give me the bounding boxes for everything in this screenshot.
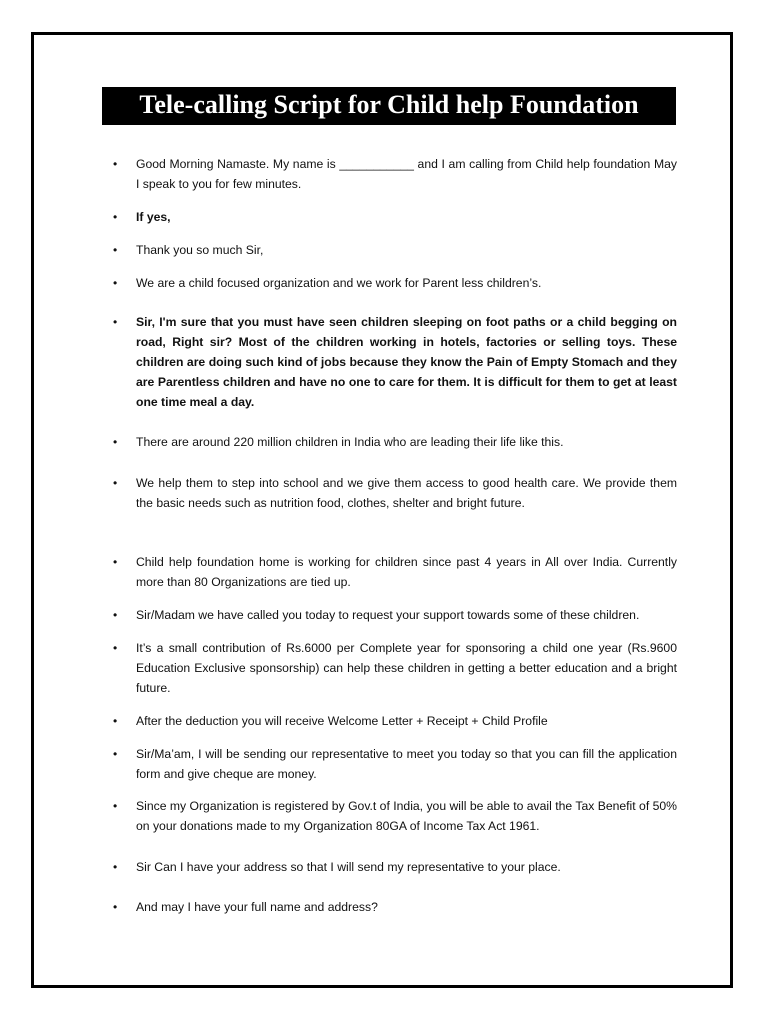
bullet-icon: • <box>113 157 118 171</box>
list-item <box>113 432 677 452</box>
list-item-text: And may I have your full name and address? <box>136 900 378 914</box>
document-title: Tele-calling Script for Child help Foundation <box>102 87 676 123</box>
bullet-icon: • <box>113 641 118 655</box>
bullet-icon: • <box>113 315 118 329</box>
bullet-icon: • <box>113 747 118 761</box>
bullet-icon: • <box>113 714 118 728</box>
list-item <box>113 857 677 877</box>
bullet-icon: • <box>113 435 118 449</box>
list-item <box>113 207 677 227</box>
list-item <box>113 711 677 731</box>
bullet-icon: • <box>113 555 118 569</box>
bullet-icon: • <box>113 799 118 813</box>
list-item <box>113 552 677 592</box>
list-item <box>113 744 677 784</box>
list-item-text: If yes, <box>136 210 171 224</box>
list-item-text: Sir Can I have your address so that I will send my representative to your place. <box>136 860 561 874</box>
bullet-icon: • <box>113 900 118 914</box>
list-item-text: Since my Organization is registered by Gov.t of India, you will be able to avail the Tax Benefit of 50% on your donations made to my Organization 80GA of Income Tax Act 1961. <box>136 799 677 833</box>
list-item-text: We are a child focused organization and we work for Parent less children’s. <box>136 276 542 290</box>
list-item <box>113 473 677 513</box>
list-item <box>113 273 677 293</box>
bullet-icon: • <box>113 210 118 224</box>
list-item-text: Sir, I'm sure that you must have seen children sleeping on foot paths or a child begging on road, Right sir? Most of the children working in hotels, factories or selling toys. These children are doing such kind of jobs because they know the Pain of Empty Stomach and they are Parentless children and have no one to care for them. It is difficult for them to get at least one time meal a day. <box>136 315 677 409</box>
list-item-text: Sir/Ma’am, I will be sending our representative to meet you today so that you can fill the application form and give cheque are money. <box>136 747 677 781</box>
list-item <box>113 154 677 194</box>
list-item-text: Thank you so much Sir, <box>136 243 264 257</box>
list-item <box>113 240 677 260</box>
list-item <box>113 897 677 917</box>
list-item-text: After the deduction you will receive Welcome Letter + Receipt + Child Profile <box>136 714 548 728</box>
bullet-icon: • <box>113 476 118 490</box>
list-item <box>113 312 677 412</box>
list-item-text: Child help foundation home is working for children since past 4 years in All over India. Currently more than 80 Organizations are tied up. <box>136 555 677 589</box>
bullet-icon: • <box>113 276 118 290</box>
bullet-icon: • <box>113 608 118 622</box>
list-item <box>113 638 677 698</box>
list-item <box>113 796 677 836</box>
list-item-text: Sir/Madam we have called you today to request your support towards some of these children. <box>136 608 640 622</box>
list-item-text: We help them to step into school and we give them access to good health care. We provide them the basic needs such as nutrition food, clothes, shelter and bright future. <box>136 476 677 510</box>
bullet-icon: • <box>113 243 118 257</box>
bullet-icon: • <box>113 860 118 874</box>
list-item <box>113 605 677 625</box>
list-item-text: There are around 220 million children in India who are leading their life like this. <box>136 435 564 449</box>
list-item-text: It’s a small contribution of Rs.6000 per Complete year for sponsoring a child one year (Rs.9600 Education Exclusive sponsorship) can help these children in getting a better education and a bright future. <box>136 641 677 695</box>
list-item-text: Good Morning Namaste. My name is ___________ and I am calling from Child help foundation May I speak to you for few minutes. <box>136 157 677 191</box>
